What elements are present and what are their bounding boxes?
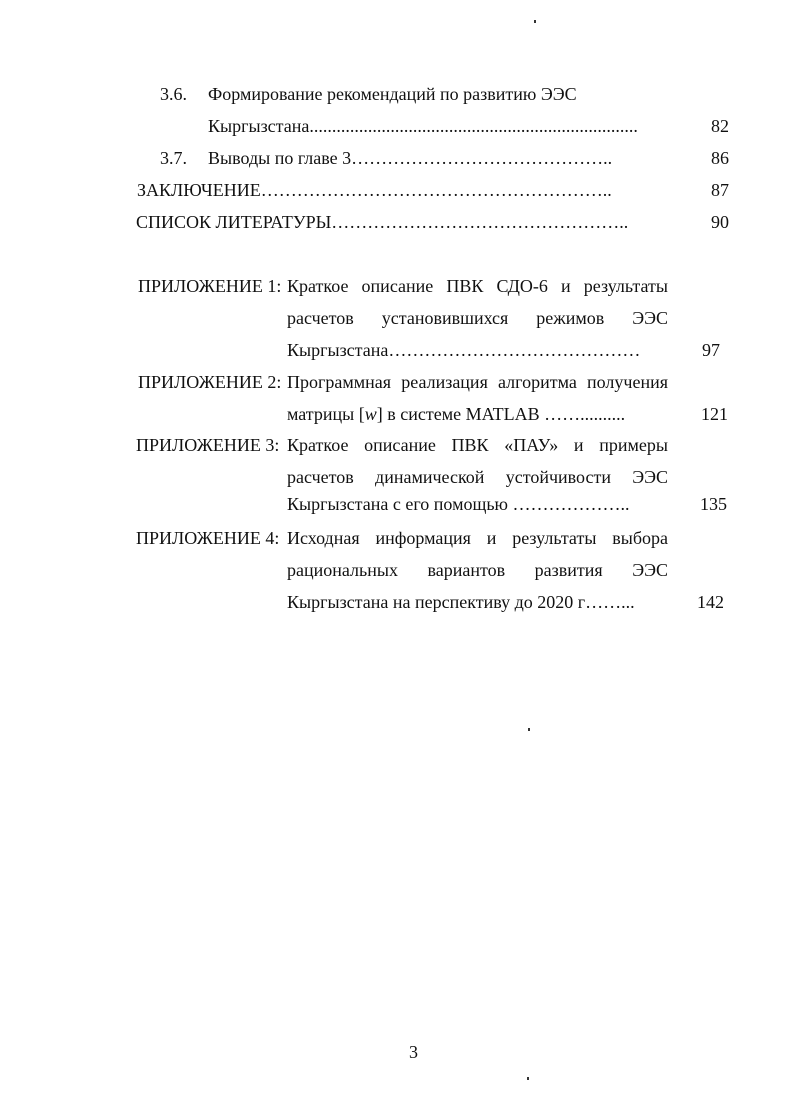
appendix-page-number: 135 xyxy=(700,494,727,514)
appendix-title-cont xyxy=(287,403,657,425)
scan-speck xyxy=(527,1077,529,1080)
appendix-page-number: 142 xyxy=(697,592,724,612)
page-number: 3 xyxy=(409,1042,418,1062)
toc-page-number: 90 xyxy=(711,212,729,232)
appendix-text: матрицы [ xyxy=(287,404,365,424)
toc-item-title-cont: Кыргызстана......................................................................... xyxy=(208,116,638,136)
toc-item-title: Формирование рекомендаций по развитию ЭЭС xyxy=(208,84,577,104)
appendix-label: ПРИЛОЖЕНИЕ 4: xyxy=(136,528,280,548)
scan-speck xyxy=(528,728,530,731)
matrix-variable: w xyxy=(364,404,377,424)
toc-item-number: 3.6. xyxy=(160,84,187,104)
appendix-title-cont: Кыргызстана на перспективу до 2020 г……... xyxy=(287,592,635,612)
toc-conclusion: ЗАКЛЮЧЕНИЕ………………………………………………….. xyxy=(137,180,612,200)
scan-speck xyxy=(534,20,536,23)
appendix-title: Исходная информация и результаты выбора xyxy=(287,528,668,548)
toc-item-title: Выводы по главе 3…………………………………….. xyxy=(208,148,613,168)
appendix-title: Программная реализация алгоритма получения xyxy=(287,372,668,392)
toc-references: СПИСОК ЛИТЕРАТУРЫ………………………………………….. xyxy=(136,212,629,232)
appendix-text: ] в системе MATLAB …….......... xyxy=(376,404,626,424)
appendix-page-number: 97 xyxy=(702,340,720,360)
appendix-label: ПРИЛОЖЕНИЕ 2: xyxy=(138,372,282,392)
appendix-label: ПРИЛОЖЕНИЕ 3: xyxy=(136,435,280,455)
appendix-page-number: 121 xyxy=(701,404,728,424)
toc-page-number: 87 xyxy=(711,180,729,200)
appendix-title-cont: рациональных вариантов развития ЭЭС xyxy=(287,560,668,580)
appendix-title-cont: расчетов установившихся режимов ЭЭС xyxy=(287,308,668,328)
toc-item-number: 3.7. xyxy=(160,148,187,168)
appendix-title: Краткое описание ПВК «ПАУ» и примеры xyxy=(287,435,668,455)
appendix-title-cont: Кыргызстана с его помощью ……………….. xyxy=(287,494,630,514)
appendix-title: Краткое описание ПВК СДО-6 и результаты xyxy=(287,276,668,296)
appendix-label: ПРИЛОЖЕНИЕ 1: xyxy=(138,276,282,296)
appendix-title-cont: расчетов динамической устойчивости ЭЭС xyxy=(287,467,668,487)
appendix-title-cont: Кыргызстана…………………………………… xyxy=(287,340,641,360)
toc-page-number: 86 xyxy=(711,148,729,168)
toc-page-number: 82 xyxy=(711,116,729,136)
